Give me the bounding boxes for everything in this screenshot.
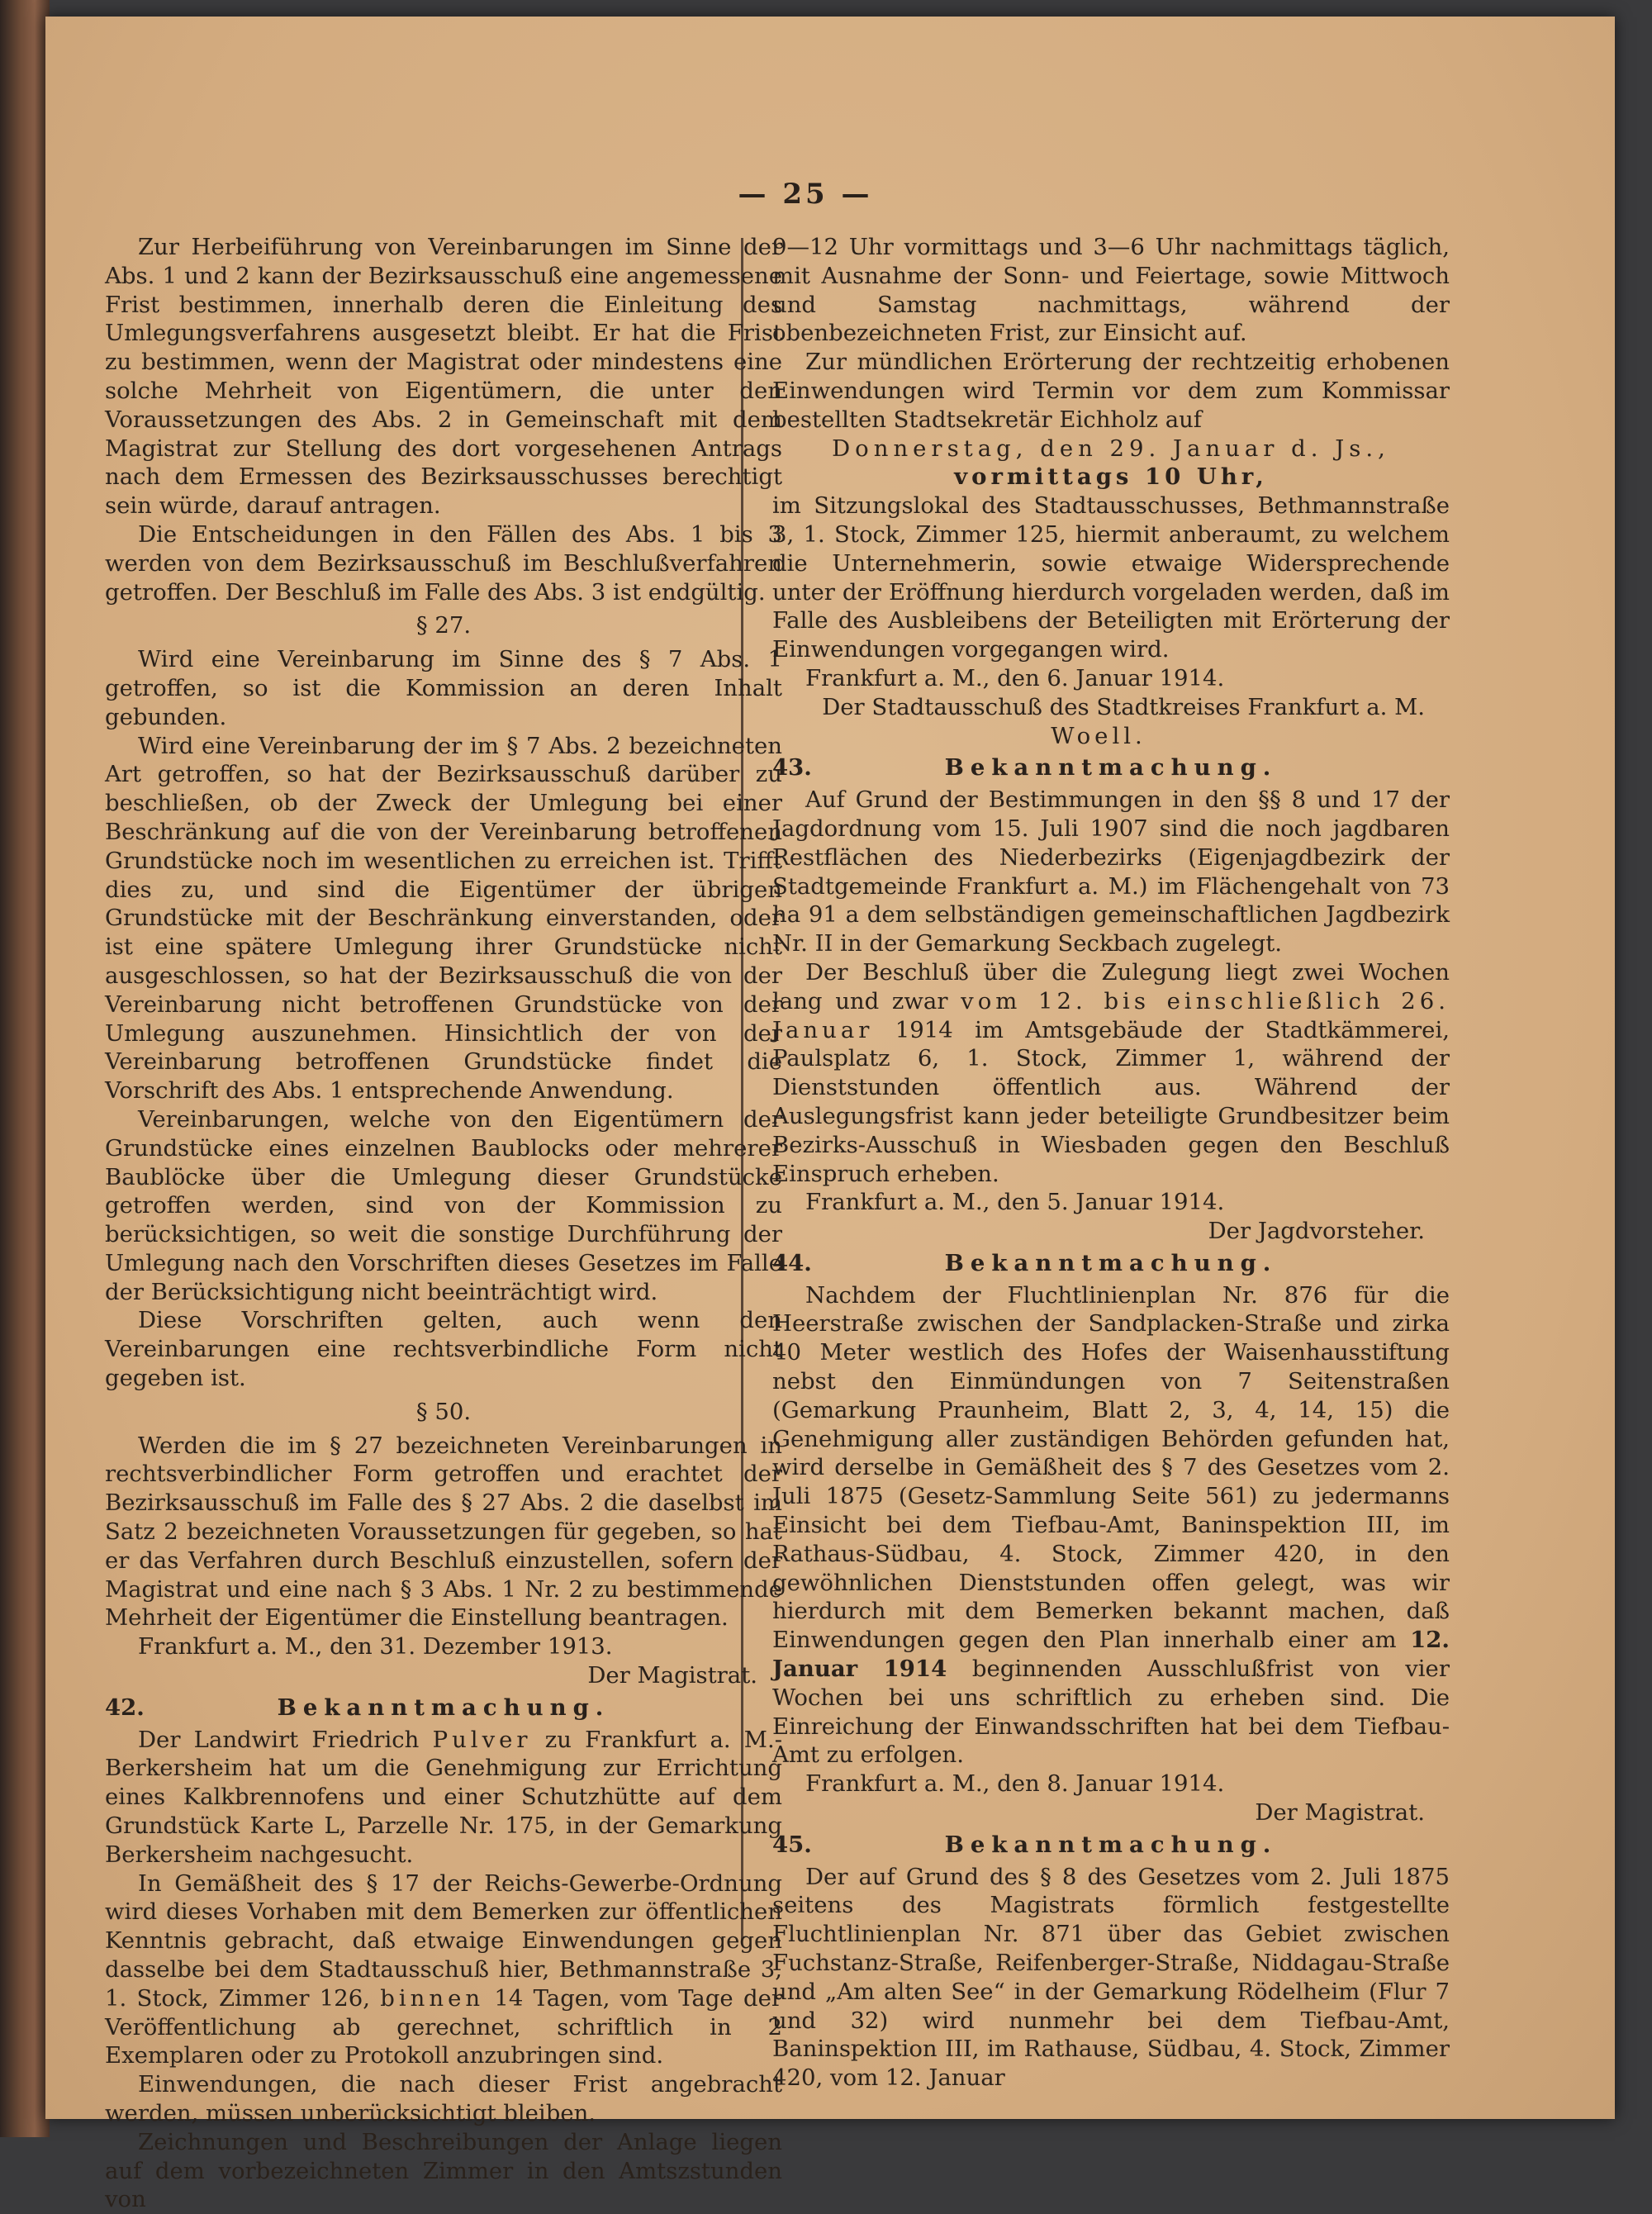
notice-number: 43. bbox=[772, 754, 812, 782]
notice-title: Bekanntmachung. bbox=[277, 1694, 610, 1721]
notice-title: Bekanntmachung. bbox=[944, 1249, 1278, 1276]
paragraph: 9—12 Uhr vormittags und 3—6 Uhr nachmittags täglich, mit Ausnahme der Sonn- und Feiertage, sowie Mittwoch und Samstag nachmittags, während der obenbezeichneten Frist, zur Einsicht auf. bbox=[772, 234, 1450, 347]
paragraph bbox=[105, 1870, 782, 2071]
date-line: Frankfurt a. M., den 5. Januar 1914. bbox=[805, 1189, 1225, 1216]
appointment-date: Donnerstag, den 29. Januar d. Js., bbox=[832, 435, 1390, 462]
paragraph bbox=[772, 958, 1450, 1188]
text-run: Nachdem der Fluchtlinienplan Nr. 876 für die Heerstraße zwischen der Sandplacken-Straße und zirka 40 Meter westlich des Hofes der Waisenhausstiftung nebst den Einmündungen von 7 Seitenstraßen (Gemarkung Praunheim, Blatt 2, 3, 4, 14, 15) die Genehmigung aller zuständigen Behörden gefunden hat, wird derselbe in Gemäßheit des § 7 des Gesetzes vom 2. Juli 1875 (Gesetz-Sammlung Seite 561) zu jedermanns Einsicht bei dem Tiefbau-Amt, Baninspektion III, im Rathaus-Südbau, 4. Stock, Zimmer 420, in den gewöhnlichen Dienststunden offen gelegt, was wir hierdurch mit dem Bemerken bekannt machen, daß Einwendungen gegen den Plan innerhalb einer am bbox=[772, 1281, 1450, 1654]
paragraph: Zur Herbeiführung von Vereinbarungen im Sinne der Abs. 1 und 2 kann der Bezirksausschuß eine angemessene Frist bestimmen, innerhalb deren die Einleitung des Umlegungsverfahrens ausgesetzt bleibt. Er hat die Frist zu bestimmen, wenn der Magistrat oder mindestens eine solche Mehrheit von Eigentümern, die unter den Voraussetzungen des Abs. 2 in Gemeinschaft mit dem Magistrat zur Stellung des dort vorgesehenen Antrags nach dem Ermessen des Bezirksausschusses berechtigt sein würde, darauf antragen. bbox=[105, 234, 782, 520]
paragraph: Werden die im § 27 bezeichneten Vereinbarungen in rechtsverbindlicher Form getroffen und erachtet der Bezirksausschuß im Falle des § 27 Abs. 2 die daselbst im Satz 2 bezeichneten Voraussetzungen für gegeben, so hat er das Verfahren durch Beschluß einzustellen, sofern der Magistrat und eine nach § 3 Abs. 1 Nr. 2 zu bestimmende Mehrheit der Eigentümer die Einstellung beantragen. bbox=[105, 1432, 782, 1632]
text-run: zu Frankfurt a. M.-Berkersheim hat um die Genehmigung zur Errichtung eines Kalkbrennofens und einer Schutzhütte auf dem Grundstück Karte L, Parzelle Nr. 175, in der Gemarkung Berkersheim nachgesucht. bbox=[105, 1726, 782, 1868]
signature-name: Woell. bbox=[1051, 722, 1146, 749]
notice-number: 45. bbox=[772, 1831, 812, 1858]
signature: Der Jagdvorsteher. bbox=[1208, 1218, 1425, 1245]
paragraph bbox=[105, 1726, 782, 1870]
section-heading-50: § 50. bbox=[415, 1398, 472, 1425]
left-column bbox=[105, 233, 782, 2214]
paragraph bbox=[772, 1281, 1450, 1770]
paragraph: Wird eine Vereinbarung der im § 7 Abs. 2 bezeichneten Art getroffen, so hat der Bezirksausschuß darüber zu beschließen, ob der Zweck der Umlegung bei einer Beschränkung auf die von der Vereinbarung betroffenen Grundstücke noch im wesentlichen zu erreichen ist. Trifft dies zu, und sind die Eigentümer der übrigen Grundstücke mit der Beschränkung einverstanden, oder ist eine spätere Umlegung ihrer Grundstücke nicht ausgeschlossen, so hat der Bezirksausschuß die von der Vereinbarung nicht betroffenen Grundstücke von der Umlegung auszunehmen. Hinsichtlich der von der Vereinbarung betroffenen Grundstücke findet die Vorschrift des Abs. 1 entsprechende Anwendung. bbox=[105, 732, 782, 1105]
date-line: Frankfurt a. M., den 8. Januar 1914. bbox=[805, 1770, 1225, 1798]
appointment-time: vormittags 10 Uhr, bbox=[954, 463, 1268, 491]
paragraph: Zur mündlichen Erörterung der rechtzeitig erhobenen Einwendungen wird Termin vor dem zum Kommissar bestellten Stadtsekretär Eichholz auf bbox=[772, 349, 1450, 433]
page-number: — 25 — bbox=[738, 178, 873, 211]
text-run: In Gemäßheit des § 17 der Reichs-Gewerbe-Ordnung wird dieses Vorhaben mit dem Bemerken zur öffentlichen Kenntnis gebracht, daß etwaige Einwendungen gegen dasselbe bei dem Stadtausschuß hier, Bethmannstraße 3, 1. Stock, Zimmer 126, bbox=[105, 1870, 782, 2012]
paragraph: Einwendungen, die nach dieser Frist angebracht werden, müssen unberücksichtigt bleiben. bbox=[105, 2071, 782, 2126]
paragraph: Diese Vorschriften gelten, auch wenn den Vereinbarungen eine rechtsverbindliche Form nicht gegeben ist. bbox=[105, 1307, 782, 1392]
notice-heading-43 bbox=[772, 753, 1450, 782]
text-run: 1914 im Amtsgebäude der Stadtkämmerei, Paulsplatz 6, 1. Stock, Zimmer 1, während der Dienststunden öffentlich aus. Während der Auslegungsfrist kann jeder beteiligte Grundbesitzer beim Bezirks-Ausschuß in Wiesbaden gegen den Beschluß Einspruch erheben. bbox=[772, 1016, 1450, 1187]
paragraph: Wird eine Vereinbarung im Sinne des § 7 Abs. 1 getroffen, so ist die Kommission an deren Inhalt gebunden. bbox=[105, 646, 782, 730]
paragraph: Auf Grund der Bestimmungen in den §§ 8 und 17 der Jagdordnung vom 15. Juli 1907 sind die noch jagdbaren Restflächen des Niederbezirks (Eigenjagdbezirk der Stadtgemeinde Frankfurt a. M.) im Flächengehalt von 73 ha 91 a dem selbständigen gemeinschaftlichen Jagdbezirk Nr. II in der Gemarkung Seckbach zugelegt. bbox=[772, 786, 1450, 957]
paragraph: Vereinbarungen, welche von den Eigentümern der Grundstücke eines einzelnen Baublocks oder mehrerer Baublöcke über die Umlegung dieser Grundstücke getroffen werden, sind von der Kommission zu berücksichtigen, so weit die sonstige Durchführung der Umlegung nach den Vorschriften dieses Gesetzes im Falle der Berücksichtigung nicht beeinträchtigt wird. bbox=[105, 1105, 782, 1305]
notice-title: Bekanntmachung. bbox=[944, 754, 1278, 782]
person-name: Pulver bbox=[432, 1726, 532, 1753]
text-run: 14 Tagen, vom Tage der Veröffentlichung ab gerechnet, schriftlich in 2 Exemplaren oder zu Protokoll anzubringen sind. bbox=[105, 1984, 782, 2069]
emphasized-date: 12. Januar 1914 bbox=[772, 1627, 1450, 1683]
notice-heading-44 bbox=[772, 1249, 1450, 1278]
notice-number: 42. bbox=[105, 1694, 145, 1721]
paragraph: Die Entscheidungen in den Fällen des Abs. 1 bis 3 werden von dem Bezirksausschuß im Beschlußverfahren getroffen. Der Beschluß im Falle des Abs. 3 ist endgültig. bbox=[105, 520, 782, 606]
text-run: Der Landwirt Friedrich bbox=[138, 1726, 433, 1753]
date-line: Frankfurt a. M., den 31. Dezember 1913. bbox=[138, 1633, 613, 1660]
right-column bbox=[772, 233, 1450, 2093]
emphasized-text: binnen bbox=[380, 1984, 485, 2012]
date-line: Frankfurt a. M., den 6. Januar 1914. bbox=[805, 664, 1225, 691]
emphasized-text: vom 12. bis einschließlich 26. Januar bbox=[772, 987, 1450, 1043]
text-run: Der Beschluß über die Zulegung liegt zwei Wochen lang und zwar bbox=[772, 958, 1450, 1014]
text-run: beginnenden Ausschlußfrist von vier Wochen bei uns schriftlich zu erheben sind. Die Einreichung der Einwandsschriften hat bei dem Tiefbau-Amt zu erfolgen. bbox=[772, 1656, 1450, 1769]
book-spine-edge bbox=[0, 0, 50, 2137]
signature: Der Magistrat. bbox=[587, 1662, 757, 1689]
notice-heading-42 bbox=[105, 1694, 782, 1722]
signature: Der Stadtausschuß des Stadtkreises Frankfurt a. M. bbox=[822, 693, 1425, 720]
paragraph: Der auf Grund des § 8 des Gesetzes vom 2. Juli 1875 seitens des Magistrats förmlich festgestellte Fluchtlinienplan Nr. 871 über das Gebiet zwischen Fuchstanz-Straße, Reifenberger-Straße, Niddagau-Straße und „Am alten See“ in der Gemarkung Rödelheim (Flur 7 und 32) wird nunmehr bei dem Tiefbau-Amt, Baninspektion III, im Rathause, Südbau, 4. Stock, Zimmer 420, vom 12. Januar bbox=[772, 1863, 1450, 2092]
paragraph: im Sitzungslokal des Stadtausschusses, Bethmannstraße 3, 1. Stock, Zimmer 125, hiermit anberaumt, zu welchem die Unternehmerin, sowie etwaige Widersprechende unter der Eröffnung hierdurch vorgeladen werden, daß im Falle des Ausbleibens der Beteiligten mit Erörterung der Einwendungen vorgegangen wird. bbox=[772, 492, 1450, 663]
notice-title: Bekanntmachung. bbox=[944, 1831, 1278, 1858]
notice-number: 44. bbox=[772, 1249, 812, 1276]
section-heading-27: § 27. bbox=[415, 612, 472, 639]
signature: Der Magistrat. bbox=[1255, 1799, 1425, 1827]
notice-heading-45 bbox=[772, 1831, 1450, 1860]
paragraph: Zeichnungen und Beschreibungen der Anlage liegen auf dem vorbezeichneten Zimmer in den Amtszstunden von bbox=[105, 2128, 782, 2213]
document-page bbox=[45, 17, 1615, 2213]
